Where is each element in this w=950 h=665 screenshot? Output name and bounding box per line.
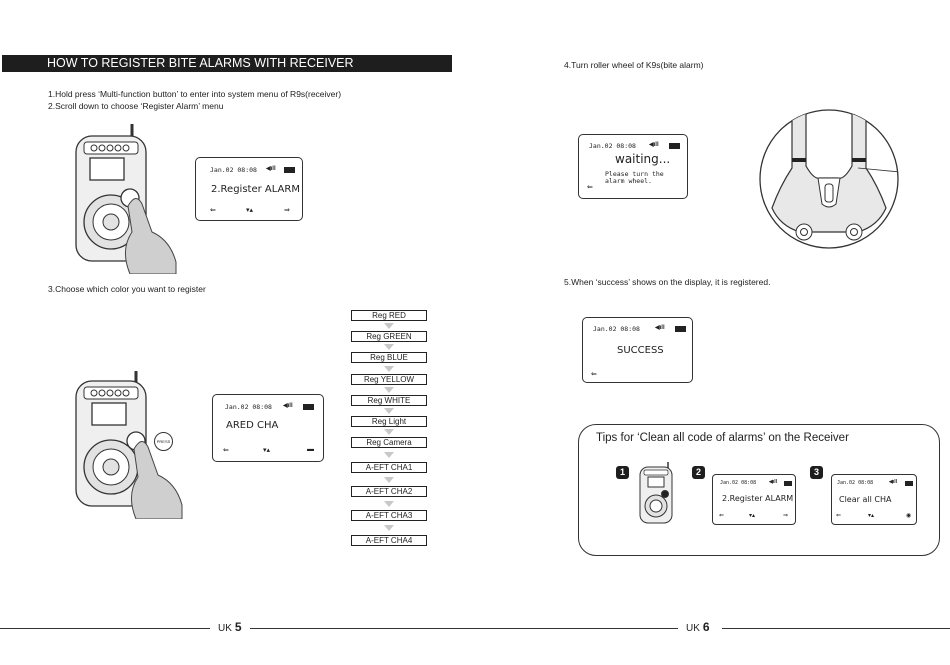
down-arrow-icon	[384, 477, 394, 483]
tip-lcd-clear-all	[831, 474, 917, 525]
back-arrow-icon: ⇐	[719, 513, 725, 519]
down-arrow-icon	[384, 366, 394, 372]
battery-icon	[284, 167, 295, 173]
battery-icon	[669, 143, 680, 149]
footer-label: UK	[686, 623, 700, 634]
signal-icon: ◀ıll	[283, 403, 293, 409]
battery-icon	[303, 404, 314, 410]
battery-icon	[905, 481, 913, 486]
back-arrow-icon: ⇐	[836, 513, 842, 519]
footer-left	[218, 620, 242, 634]
lcd-waiting	[578, 134, 688, 199]
lcd-datetime: Jan.02 08:08	[593, 325, 640, 333]
register-menu-item: Reg GREEN	[351, 331, 427, 342]
lcd-instruction-line-1: Please turn the	[605, 170, 664, 178]
down-arrow-icon	[384, 344, 394, 350]
lcd-datetime: Jan.02 08:08	[210, 166, 257, 174]
lcd-datetime: Jan.02 08:08	[837, 480, 874, 486]
lcd-menu-text: ARED CHA	[226, 420, 279, 431]
register-menu-item: Reg YELLOW	[351, 374, 427, 385]
lcd-register-alarm	[195, 157, 303, 221]
signal-icon: ◀ıll	[649, 142, 659, 148]
section-title-bar	[2, 55, 452, 72]
lcd-datetime: Jan.02 08:08	[720, 480, 757, 486]
press-label: PRESS	[156, 439, 171, 444]
lcd-menu-text: 2.Register ALARM	[211, 184, 300, 195]
tip-step-2-badge: 2	[692, 466, 705, 479]
tip-lcd-menu-text: 2.Register ALARM	[722, 494, 794, 503]
back-arrow-icon: ⇐	[210, 207, 216, 214]
press-badge	[154, 432, 173, 451]
register-menu-item: Reg Camera	[351, 437, 427, 448]
lcd-datetime: Jan.02 08:08	[589, 142, 636, 150]
updown-icon: ▾▴	[246, 207, 254, 214]
receiver-device-illustration-1	[66, 122, 182, 274]
updown-icon: ▾▴	[263, 447, 271, 454]
tips-title: Tips for ‘Clean all code of alarms’ on the Receiver	[596, 432, 849, 444]
footer-label: UK	[218, 623, 232, 634]
step-1-text: 1.Hold press ‘Multi-function button’ to enter into system menu of R9s(receiver)	[48, 89, 342, 99]
down-arrow-icon	[384, 429, 394, 435]
updown-icon: ▾▴	[868, 513, 875, 519]
battery-icon	[675, 326, 686, 332]
forward-arrow-icon: ⇒	[783, 513, 789, 519]
register-menu-item: A-EFT CHA4	[351, 535, 427, 546]
down-arrow-icon	[384, 323, 394, 329]
receiver-device-mini	[636, 461, 678, 526]
lcd-success	[582, 317, 693, 383]
lcd-ared-cha	[212, 394, 324, 462]
page-number: 6	[702, 620, 710, 634]
section-title: HOW TO REGISTER BITE ALARMS WITH RECEIVER	[47, 56, 354, 70]
signal-icon: ◀ıll	[655, 325, 665, 331]
back-arrow-icon: ⇐	[587, 184, 593, 191]
footer-rule-left-b	[250, 628, 678, 629]
footer-rule-left-a	[0, 628, 210, 629]
step-3-text: 3.Choose which color you want to register	[48, 284, 206, 294]
footer-rule-right	[722, 628, 950, 629]
register-menu-item: Reg WHITE	[351, 395, 427, 406]
step-2-text: 2.Scroll down to choose ‘Register Alarm’ menu	[48, 101, 224, 111]
down-arrow-icon	[384, 387, 394, 393]
lcd-waiting-text: waiting...	[615, 152, 671, 166]
minus-icon: ▬	[307, 446, 314, 453]
lcd-datetime: Jan.02 08:08	[225, 403, 272, 411]
power-icon: ◉	[906, 513, 912, 519]
down-arrow-icon	[384, 501, 394, 507]
down-arrow-icon	[384, 452, 394, 458]
signal-icon: ◀ıll	[266, 166, 276, 172]
register-menu-item: A-EFT CHA2	[351, 486, 427, 497]
signal-icon: ◀ıll	[769, 479, 778, 485]
step-5-text: 5.When ‘success’ shows on the display, it is registered.	[564, 277, 771, 287]
tip-step-3-badge: 3	[810, 466, 823, 479]
lcd-success-text: SUCCESS	[617, 345, 664, 356]
tip-lcd-register-alarm	[712, 474, 796, 525]
tip-lcd-clear-text: Clear all CHA	[839, 495, 892, 504]
tip-step-1-badge: 1	[616, 466, 629, 479]
back-arrow-icon: ⇐	[223, 447, 229, 454]
register-menu-item: Reg BLUE	[351, 352, 427, 363]
down-arrow-icon	[384, 525, 394, 531]
updown-icon: ▾▴	[749, 513, 756, 519]
bite-alarm-wheel-illustration	[758, 108, 900, 250]
signal-icon: ◀ıll	[889, 479, 898, 485]
battery-icon	[784, 481, 792, 486]
back-arrow-icon: ⇐	[591, 371, 597, 378]
down-arrow-icon	[384, 408, 394, 414]
step-4-text: 4.Turn roller wheel of K9s(bite alarm)	[564, 60, 704, 70]
register-menu-item: A-EFT CHA1	[351, 462, 427, 473]
page-number: 5	[234, 620, 242, 634]
register-menu-item: Reg Light	[351, 416, 427, 427]
lcd-instruction-line-2: alarm wheel.	[605, 177, 652, 185]
register-menu-item: A-EFT CHA3	[351, 510, 427, 521]
forward-arrow-icon: ⇒	[284, 207, 290, 214]
register-menu-item: Reg RED	[351, 310, 427, 321]
footer-right	[686, 620, 710, 634]
